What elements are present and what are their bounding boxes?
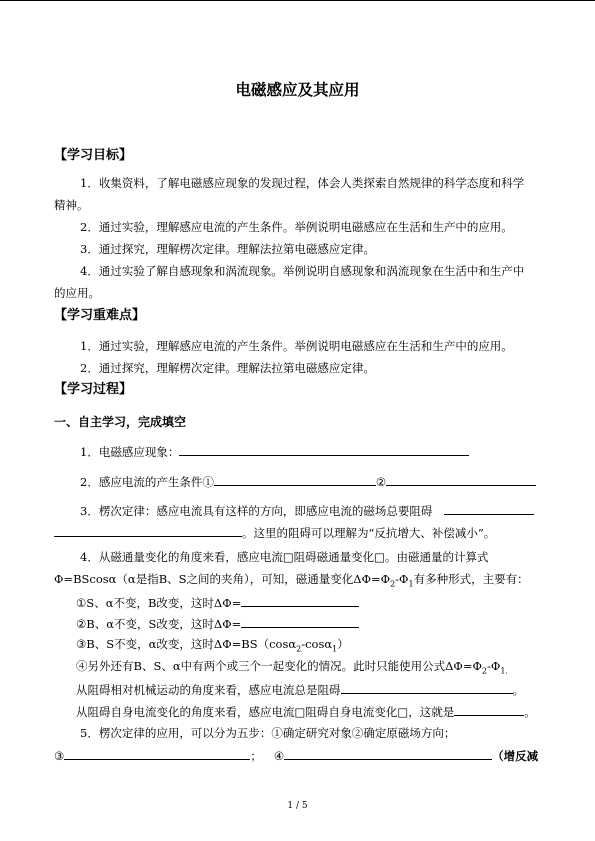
step-4-hint: （增反减 [492, 749, 539, 763]
step-4-label: ④ [273, 749, 285, 763]
question-1 [80, 444, 469, 459]
objective-2: 2．通过实验，理解感应电流的产生条件。举例说明电磁感应在生活和生产中的应用。 [80, 220, 513, 234]
question-5: 5．楞次定律的应用，可以分为五步：①确定研究对象②确定原磁场方向； [80, 726, 456, 740]
formula-subscript: 2 [481, 666, 487, 676]
question-2-label: 2．感应电流的产生条件① [80, 475, 214, 489]
formula-subscript: 1 [408, 579, 414, 589]
part1-heading: 一、自主学习，完成填空 [54, 415, 187, 429]
answer-blank-3a[interactable] [444, 503, 534, 515]
answer-blank-case1[interactable] [241, 595, 359, 607]
answer-blank-3b[interactable] [54, 525, 242, 537]
formula-text-a: Φ=BScosα（α是指B、S之间的夹角），可知，磁通量变化ΔΦ=Φ [54, 572, 391, 586]
formula-subscript: 1 [332, 644, 338, 654]
answer-blank-step3[interactable] [64, 748, 250, 760]
case-4 [76, 659, 508, 676]
question-3-continuation: 。这里的阻碍可以理解为“反抗增大、补偿减小”。 [242, 526, 496, 540]
section-heading-objectives: 【学习目标】 [54, 148, 133, 163]
question-2-second-label: ② [375, 475, 387, 489]
case-3-text-b: -cosα [301, 637, 333, 651]
mechanical-motion-line [76, 682, 524, 697]
question-4-line1: 4．从磁通量变化的角度来看，感应电流□阻碍磁通量变化□。由磁通量的计算式 [80, 550, 489, 564]
key-point-2: 2．通过探究，理解楞次定律。理解法拉第电磁感应定律。 [80, 361, 375, 375]
question-3-line1 [80, 503, 534, 518]
question-2 [80, 474, 536, 489]
header-rule [0, 0, 595, 1]
case-3-text-a: ③B、S不变，α改变，这时ΔΦ=BS（cosα [76, 637, 297, 651]
answer-blank-step4[interactable] [284, 748, 492, 760]
case-4-text-b: -Φ [486, 659, 501, 673]
question-3-line2 [54, 525, 495, 540]
document-title: 电磁感应及其应用 [235, 80, 360, 99]
case-1 [76, 595, 359, 610]
mechanical-motion-label: 从阻碍相对机械运动的角度来看，感应电流总是阻碍 [76, 683, 341, 697]
formula-subscript: 2 [296, 644, 302, 654]
answer-blank-1[interactable] [179, 444, 469, 456]
formula-text-c: 有多种形式，主要有： [413, 572, 529, 586]
answer-blank-mech[interactable] [341, 682, 513, 694]
case-3 [76, 637, 349, 654]
section-heading-key-points: 【学习重难点】 [54, 308, 146, 323]
objective-1-line2: 精神。 [54, 198, 89, 212]
objective-4-line1: 4．通过实验了解自感现象和涡流现象。举例说明自感现象和涡流现象在生活中和生产中 [80, 264, 525, 278]
question-5-steps [54, 748, 538, 763]
answer-blank-2a[interactable] [214, 474, 376, 486]
case-3-text-c: ） [337, 637, 349, 651]
key-point-1: 1．通过实验，理解感应电流的产生条件。举例说明电磁感应在生活和生产中的应用。 [80, 339, 513, 353]
mechanical-motion-end: 。 [512, 683, 524, 697]
answer-blank-case2[interactable] [241, 616, 359, 628]
objective-4-line2: 的应用。 [54, 286, 100, 300]
objective-3: 3．通过探究，理解楞次定律。理解法拉第电磁感应定律。 [80, 242, 375, 256]
case-4-text-a: ④另外还有B、S、α中有两个或三个一起变化的情况。此时只能使用公式ΔΦ=Φ [76, 659, 482, 673]
question-1-label: 1．电磁感应现象： [80, 445, 180, 459]
case-2 [76, 616, 359, 631]
objective-1-line1: 1．收集资料，了解电磁感应现象的发现过程，体会人类探索自然规律的科学态度和科学 [80, 176, 525, 190]
self-current-line [76, 704, 536, 719]
self-current-end: 。 [524, 705, 536, 719]
formula-subscript: 1. [500, 666, 508, 676]
formula-subscript: 2 [390, 579, 396, 589]
answer-blank-self[interactable] [454, 704, 524, 716]
case-1-label: ①S、α不变，B改变，这时ΔΦ= [76, 596, 242, 610]
answer-blank-2b[interactable] [386, 474, 536, 486]
question-3-label: 3．楞次定律：感应电流具有这样的方向，即感应电流的磁场总要阻碍 [80, 504, 433, 518]
section-heading-process: 【学习过程】 [54, 382, 133, 397]
step-separator: ； [250, 749, 262, 763]
question-4-line2 [54, 572, 529, 589]
self-current-label: 从阻碍自身电流变化的角度来看，感应电流□阻碍自身电流变化□，这就是 [76, 705, 455, 719]
formula-text-b: -Φ [395, 572, 409, 586]
case-2-label: ②B、α不变，S改变，这时ΔΦ= [76, 617, 242, 631]
page-number: 1 / 5 [287, 801, 308, 811]
step-3-label: ③ [54, 749, 65, 763]
